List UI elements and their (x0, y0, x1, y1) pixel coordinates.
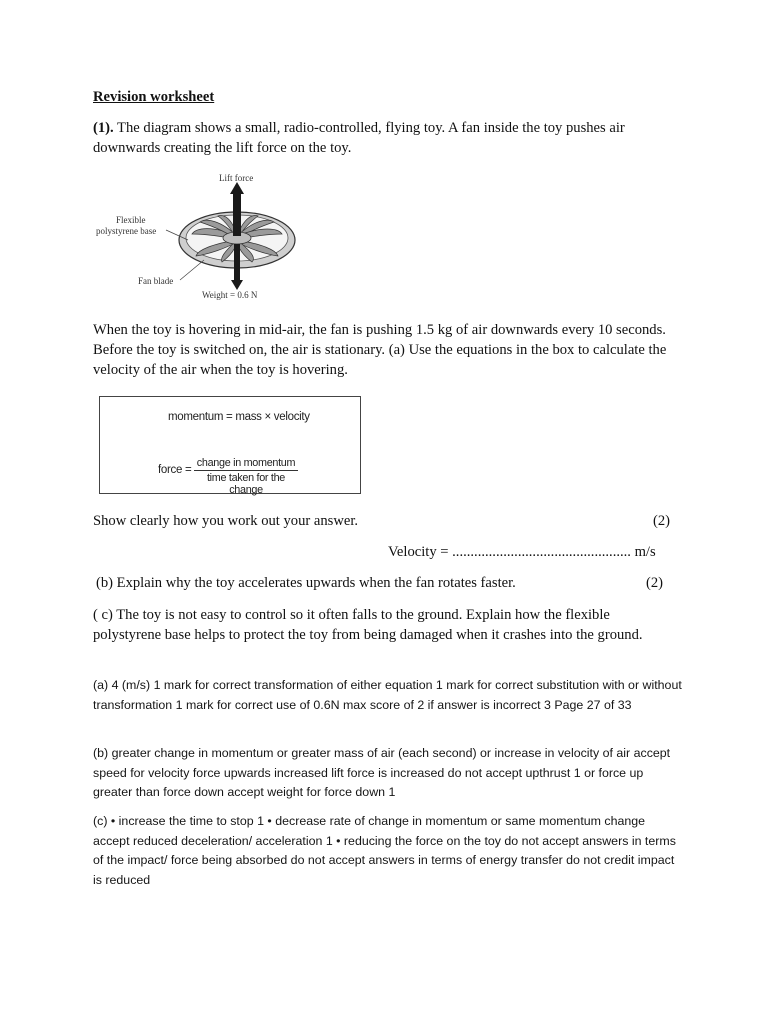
weight-arrow-head (231, 280, 243, 290)
lift-force-label: Lift force (219, 173, 254, 183)
force-label: force = (158, 464, 192, 476)
weight-label: Weight = 0.6 N (202, 290, 258, 300)
question-1-text: The diagram shows a small, radio-controlled, flying toy. A fan inside the toy pushes air downwards creating the lift force on the toy. (93, 120, 625, 156)
part-b-question: (b) Explain why the toy accelerates upwards when the fan rotates faster. (96, 575, 516, 591)
force-denominator: time taken for the change (206, 472, 286, 496)
hovering-text: When the toy is hovering in mid-air, the fan is pushing 1.5 kg of air downwards every 10 seconds. Before the toy is switched on, the air is stationary. (a) Use the equations in the box to calculate the velocity of the air when the toy is hovering. (93, 322, 667, 378)
answer-part-a: (a) 4 (m/s) 1 mark for correct transformation of either equation 1 mark for correct substitution with or without transformation 1 mark for correct use of 0.6N max score of 2 if answer is incorrect 3 Page 27 of 33 (93, 678, 682, 712)
answer-part-b: (b) greater change in momentum or greater mass of air (each second) or increase in velocity of air accept speed for velocity force upwards increased lift force is increased do not accept upthrust 1 or force up greater than force down accept weight for force down 1 (93, 746, 671, 799)
page-title: Revision worksheet (93, 89, 215, 105)
velocity-answer-line: Velocity = ................................................. m/s (388, 544, 656, 560)
lift-arrow-head (230, 182, 244, 194)
equation-box (99, 396, 361, 494)
question-number: (1). (93, 120, 114, 136)
force-numerator: change in momentum (194, 457, 298, 471)
lift-arrow-shaft (233, 190, 241, 236)
flying-toy-diagram (92, 170, 382, 305)
marks-part-a: (2) (653, 513, 671, 529)
momentum-equation: momentum = mass × velocity (168, 411, 310, 423)
part-c-question: ( c) The toy is not easy to control so it often falls to the ground. Explain how the flexible polystyrene base helps to protect the toy from being damaged when it crashes into the ground. (93, 607, 643, 643)
weight-arrow-shaft (234, 244, 240, 282)
base-label-line1: Flexible (116, 215, 146, 225)
flying-toy-figure (92, 170, 382, 305)
marks-part-b: (2) (646, 575, 664, 591)
fan-blade-label: Fan blade (138, 276, 174, 286)
show-work-instruction: Show clearly how you work out your answer. (93, 513, 359, 529)
answer-part-c: (c) • increase the time to stop 1 • decrease rate of change in momentum or same momentum change accept reduced deceleration/ acceleration 1 • reducing the force on the toy do not accept answers in terms of the impact/ force being absorbed do not accept answers in terms of energy transfer do not credit impact is reduced (93, 814, 676, 887)
blade-leader-line (180, 260, 204, 280)
base-label-line2: polystyrene base (96, 226, 157, 236)
question-1-intro (93, 118, 673, 158)
force-fraction (194, 457, 298, 496)
